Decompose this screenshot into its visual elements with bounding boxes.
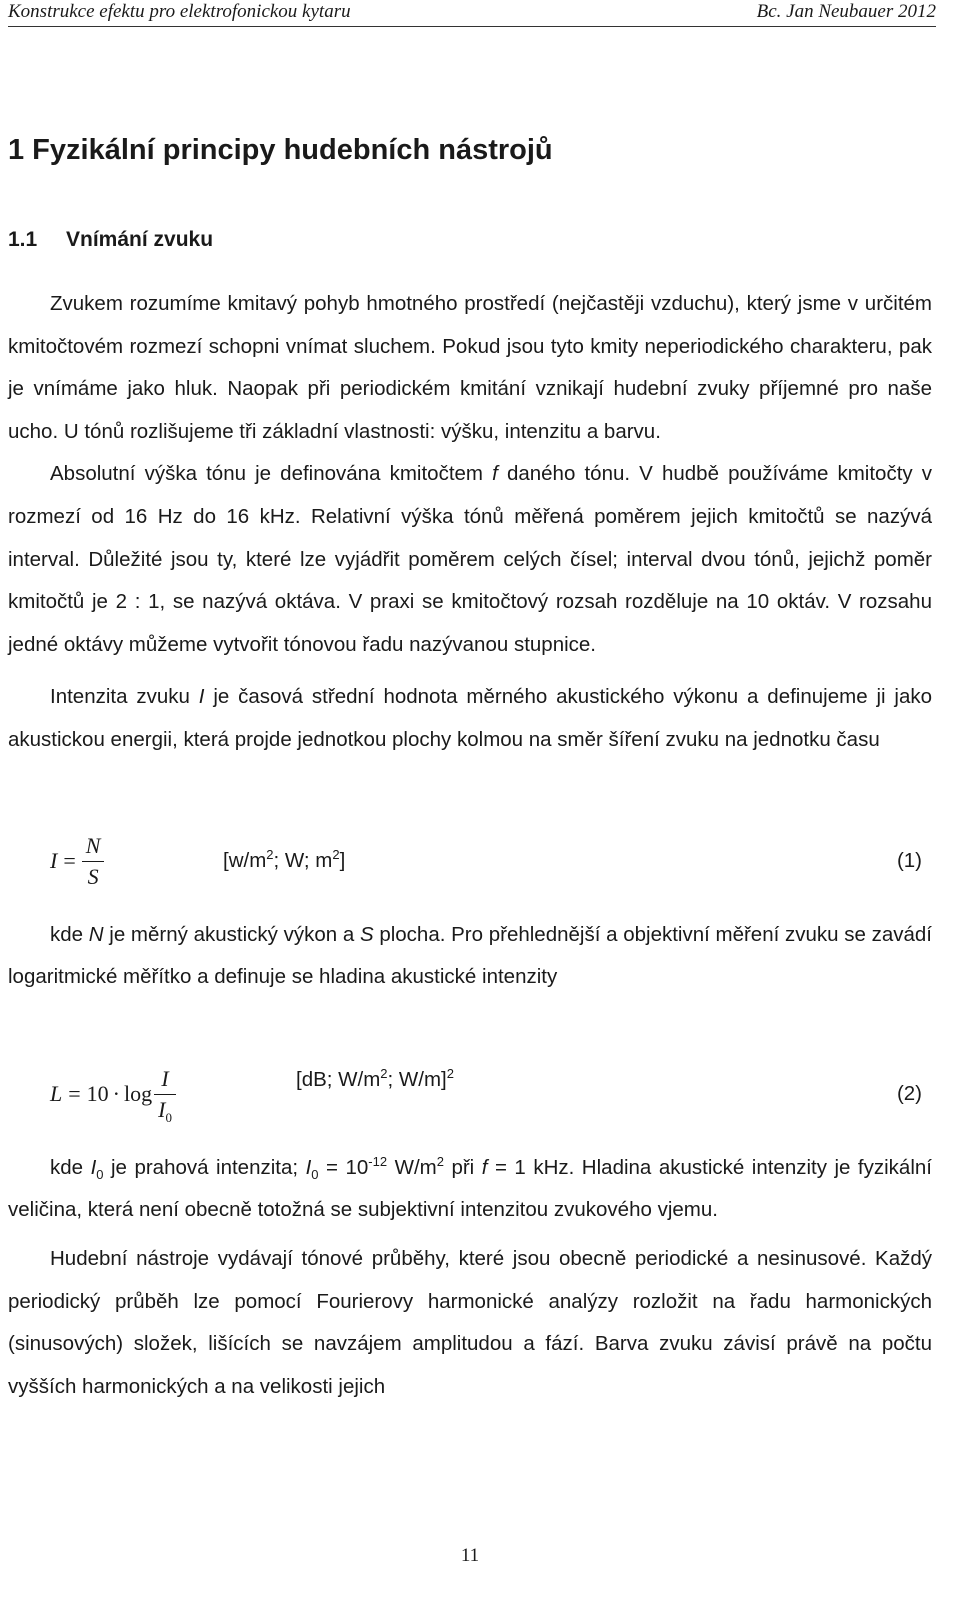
variable-i: I [198, 685, 205, 709]
equation-2-units: [dB; $W/m^2$; W/m]$^2$ [296, 1066, 454, 1092]
variable-f: f [492, 462, 498, 486]
running-header [8, 0, 936, 27]
header-document-title: Konstrukce efektu pro elektrofonickou kytaru [8, 1, 351, 22]
section-title: Vnímání zvuku [66, 228, 214, 251]
paragraph-threshold-intensity: kde $I_0$ je prahová intenzita; $I_0 = 10^{-12}$ $W/m^2$ při f = 1 kHz. Hladina akustické intenzity je fyzikální veličina, která není obecně totožná se subjektivní intenzitou zvukového vjemu. [8, 1153, 932, 1222]
equation-1-units: [$w/m^2$; W; $m^2$] [223, 847, 346, 873]
paragraph-power-definition: kde N je měrný akustický výkon a S plocha. Pro přehlednější a objektivní měření zvuku se zavádí logaritmické měřítko a definuje se hladina akustické intenzity [8, 922, 932, 989]
equation-1 [8, 810, 932, 914]
paragraph-sound-definition: Zvukem rozumíme kmitavý pohyb hmotného prostředí (nejčastěji vzduchu), který jsme v určitém kmitočtovém rozmezí schopni vnímat sluchem. Pokud jsou tyto kmity neperiodického charakteru, pak je vnímáme jako hluk. Naopak při periodickém kmitání vznikají hudební zvuky příjemné pro naše ucho. U tónů rozlišujeme tři základní vlastnosti: výšku, intenzitu a barvu. [8, 292, 932, 443]
paragraph-intensity: Intenzita zvuku I je časová střední hodnota měrného akustického výkonu a definujeme ji jako akustickou energii, která projde jednotkou plochy kolmou na směr šíření zvuku na jednotku času [8, 685, 933, 751]
section-heading [8, 225, 213, 255]
fraction-i-over-i0: $\frac{I}{I_0}$ [154, 1064, 176, 1125]
page-number: 11 [460, 1545, 480, 1566]
header-author-year: Bc. Jan Neubauer 2012 [756, 1, 936, 22]
equation-1-number: (1) [896, 849, 922, 873]
paragraph-pitch: Absolutní výška tónu je definována kmitočtem f daného tónu. V hudbě používáme kmitočty v rozmezí od 16 Hz do 16 kHz. Relativní výška tónů měřená poměrem jejich kmitočtů se nazývá interval. Důležité jsou ty, které lze vyjádřit poměrem celých čísel; interval dvou tónů, jejichž poměr kmitočtů je 2 : 1, se nazývá oktáva. V praxi se kmitočtový rozsah rozděluje na 10 oktáv. V rozsahu jedné oktávy můžeme vytvořit tónovou řadu nazývanou stupnice. [8, 462, 933, 656]
body-text [8, 283, 932, 1408]
equation-1-formula: I = $\frac{N}{S}$ [50, 810, 104, 914]
equation-2 [8, 1043, 932, 1147]
fraction-n-over-s: $\frac{N}{S}$ [82, 831, 105, 892]
equation-2-number: (2) [896, 1082, 922, 1106]
equation-2-formula: L = 10 · log $\frac{I}{I_0}$ [50, 1043, 176, 1147]
paragraph-harmonics: Hudební nástroje vydávají tónové průběhy, které jsou obecně periodické a nesinusové. Každý periodický průběh lze pomocí Fourierovy harmonické analýzy rozložit na řadu harmonických (sinusových) složek, lišících se navzájem amplitudou a fází. Barva zvuku závisí právě na počtu vyšších harmonických a na velikosti jejich [8, 1246, 932, 1398]
section-number: 1.1 [8, 228, 38, 251]
chapter-title: 1 Fyzikální principy hudebních nástrojů [8, 134, 553, 166]
